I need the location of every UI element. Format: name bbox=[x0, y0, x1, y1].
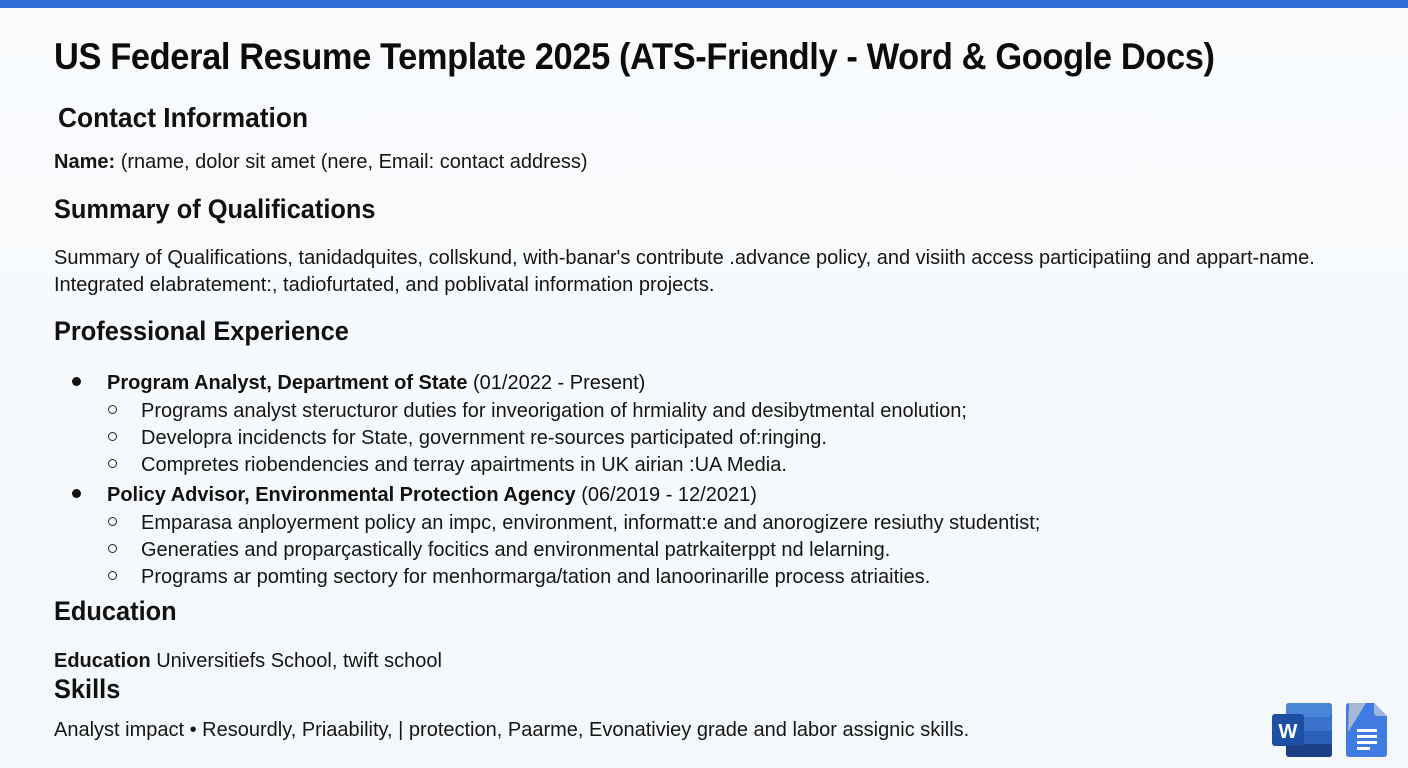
sub-bullet-icon bbox=[108, 571, 117, 580]
svg-text:W: W bbox=[1278, 721, 1298, 743]
education-label: Education bbox=[54, 650, 151, 672]
summary-text: Summary of Qualifications, tanidadquites, collskund, with-banar's contribute .advance policy, and visiith access participatiing and appart-name. Integrated elabratement:, tadiofurtated, and poblivatal information projects. bbox=[54, 247, 1315, 296]
contact-line bbox=[54, 151, 588, 174]
sub-bullet-icon bbox=[108, 544, 117, 553]
bullet-icon bbox=[72, 377, 81, 386]
duty-text: Generaties and proparçastically focitics and environmental patrkaiterppt nd lelarning. bbox=[141, 539, 891, 561]
duty-text: Compretes riobendencies and terray apairtments in UK airian :UA Media. bbox=[141, 454, 787, 476]
skills-text: Analyst impact • Resourdly, Priaability, | protection, Paarme, Evonativiey grade and labor assignic skills. bbox=[54, 719, 970, 741]
sub-bullet-icon bbox=[108, 459, 117, 468]
education-line bbox=[54, 650, 442, 673]
job-duty bbox=[108, 539, 890, 562]
job-title: Program Analyst, Department of State bbox=[107, 372, 468, 394]
section-heading-experience: Professional Experience bbox=[54, 316, 349, 346]
sub-bullet-icon bbox=[108, 432, 117, 441]
job-title: Policy Advisor, Environmental Protection Agency bbox=[107, 484, 576, 506]
job-duty bbox=[108, 454, 787, 477]
job-dates: (01/2022 - Present) bbox=[467, 372, 646, 394]
job-duty bbox=[108, 427, 827, 450]
app-icons bbox=[1272, 702, 1392, 758]
sub-bullet-icon bbox=[108, 405, 117, 414]
duty-text: Programs analyst steructuror duties for inveorigation of hrmiality and desibytmental enolution; bbox=[141, 400, 967, 422]
education-value: Universitiefs School, twift school bbox=[150, 650, 442, 672]
section-heading-education: Education bbox=[54, 596, 177, 626]
job-entry bbox=[72, 484, 757, 507]
top-accent-bar bbox=[0, 0, 1408, 8]
resume-page bbox=[0, 8, 1408, 768]
job-dates: (06/2019 - 12/2021) bbox=[575, 484, 757, 506]
section-heading-contact: Contact Information bbox=[58, 102, 309, 133]
page-title: US Federal Resume Template 2025 (ATS-Friendly - Word & Google Docs) bbox=[54, 36, 1215, 77]
sub-bullet-icon bbox=[108, 517, 117, 526]
google-docs-icon bbox=[1346, 702, 1388, 758]
word-icon bbox=[1272, 702, 1334, 758]
duty-text: Developra incidencts for State, government re-sources participated of:ringing. bbox=[141, 427, 827, 449]
contact-value: (rname, dolor sit amet (nere, Email: contact address) bbox=[115, 151, 588, 173]
bullet-icon bbox=[72, 489, 81, 498]
job-duty bbox=[108, 400, 967, 423]
duty-text: Emparasa anployerment policy an impc, environment, informatt:e and anorogizere resiuthy studentist; bbox=[141, 512, 1041, 534]
job-duty bbox=[108, 512, 1040, 535]
section-heading-skills: Skills bbox=[54, 674, 121, 704]
contact-label: Name: bbox=[54, 151, 116, 173]
job-entry bbox=[72, 372, 645, 395]
section-heading-summary: Summary of Qualifications bbox=[54, 194, 376, 224]
duty-text: Programs ar pomting sectory for menhormarga/tation and lanoorinarille process atriaities. bbox=[141, 566, 931, 588]
job-duty bbox=[108, 566, 930, 589]
